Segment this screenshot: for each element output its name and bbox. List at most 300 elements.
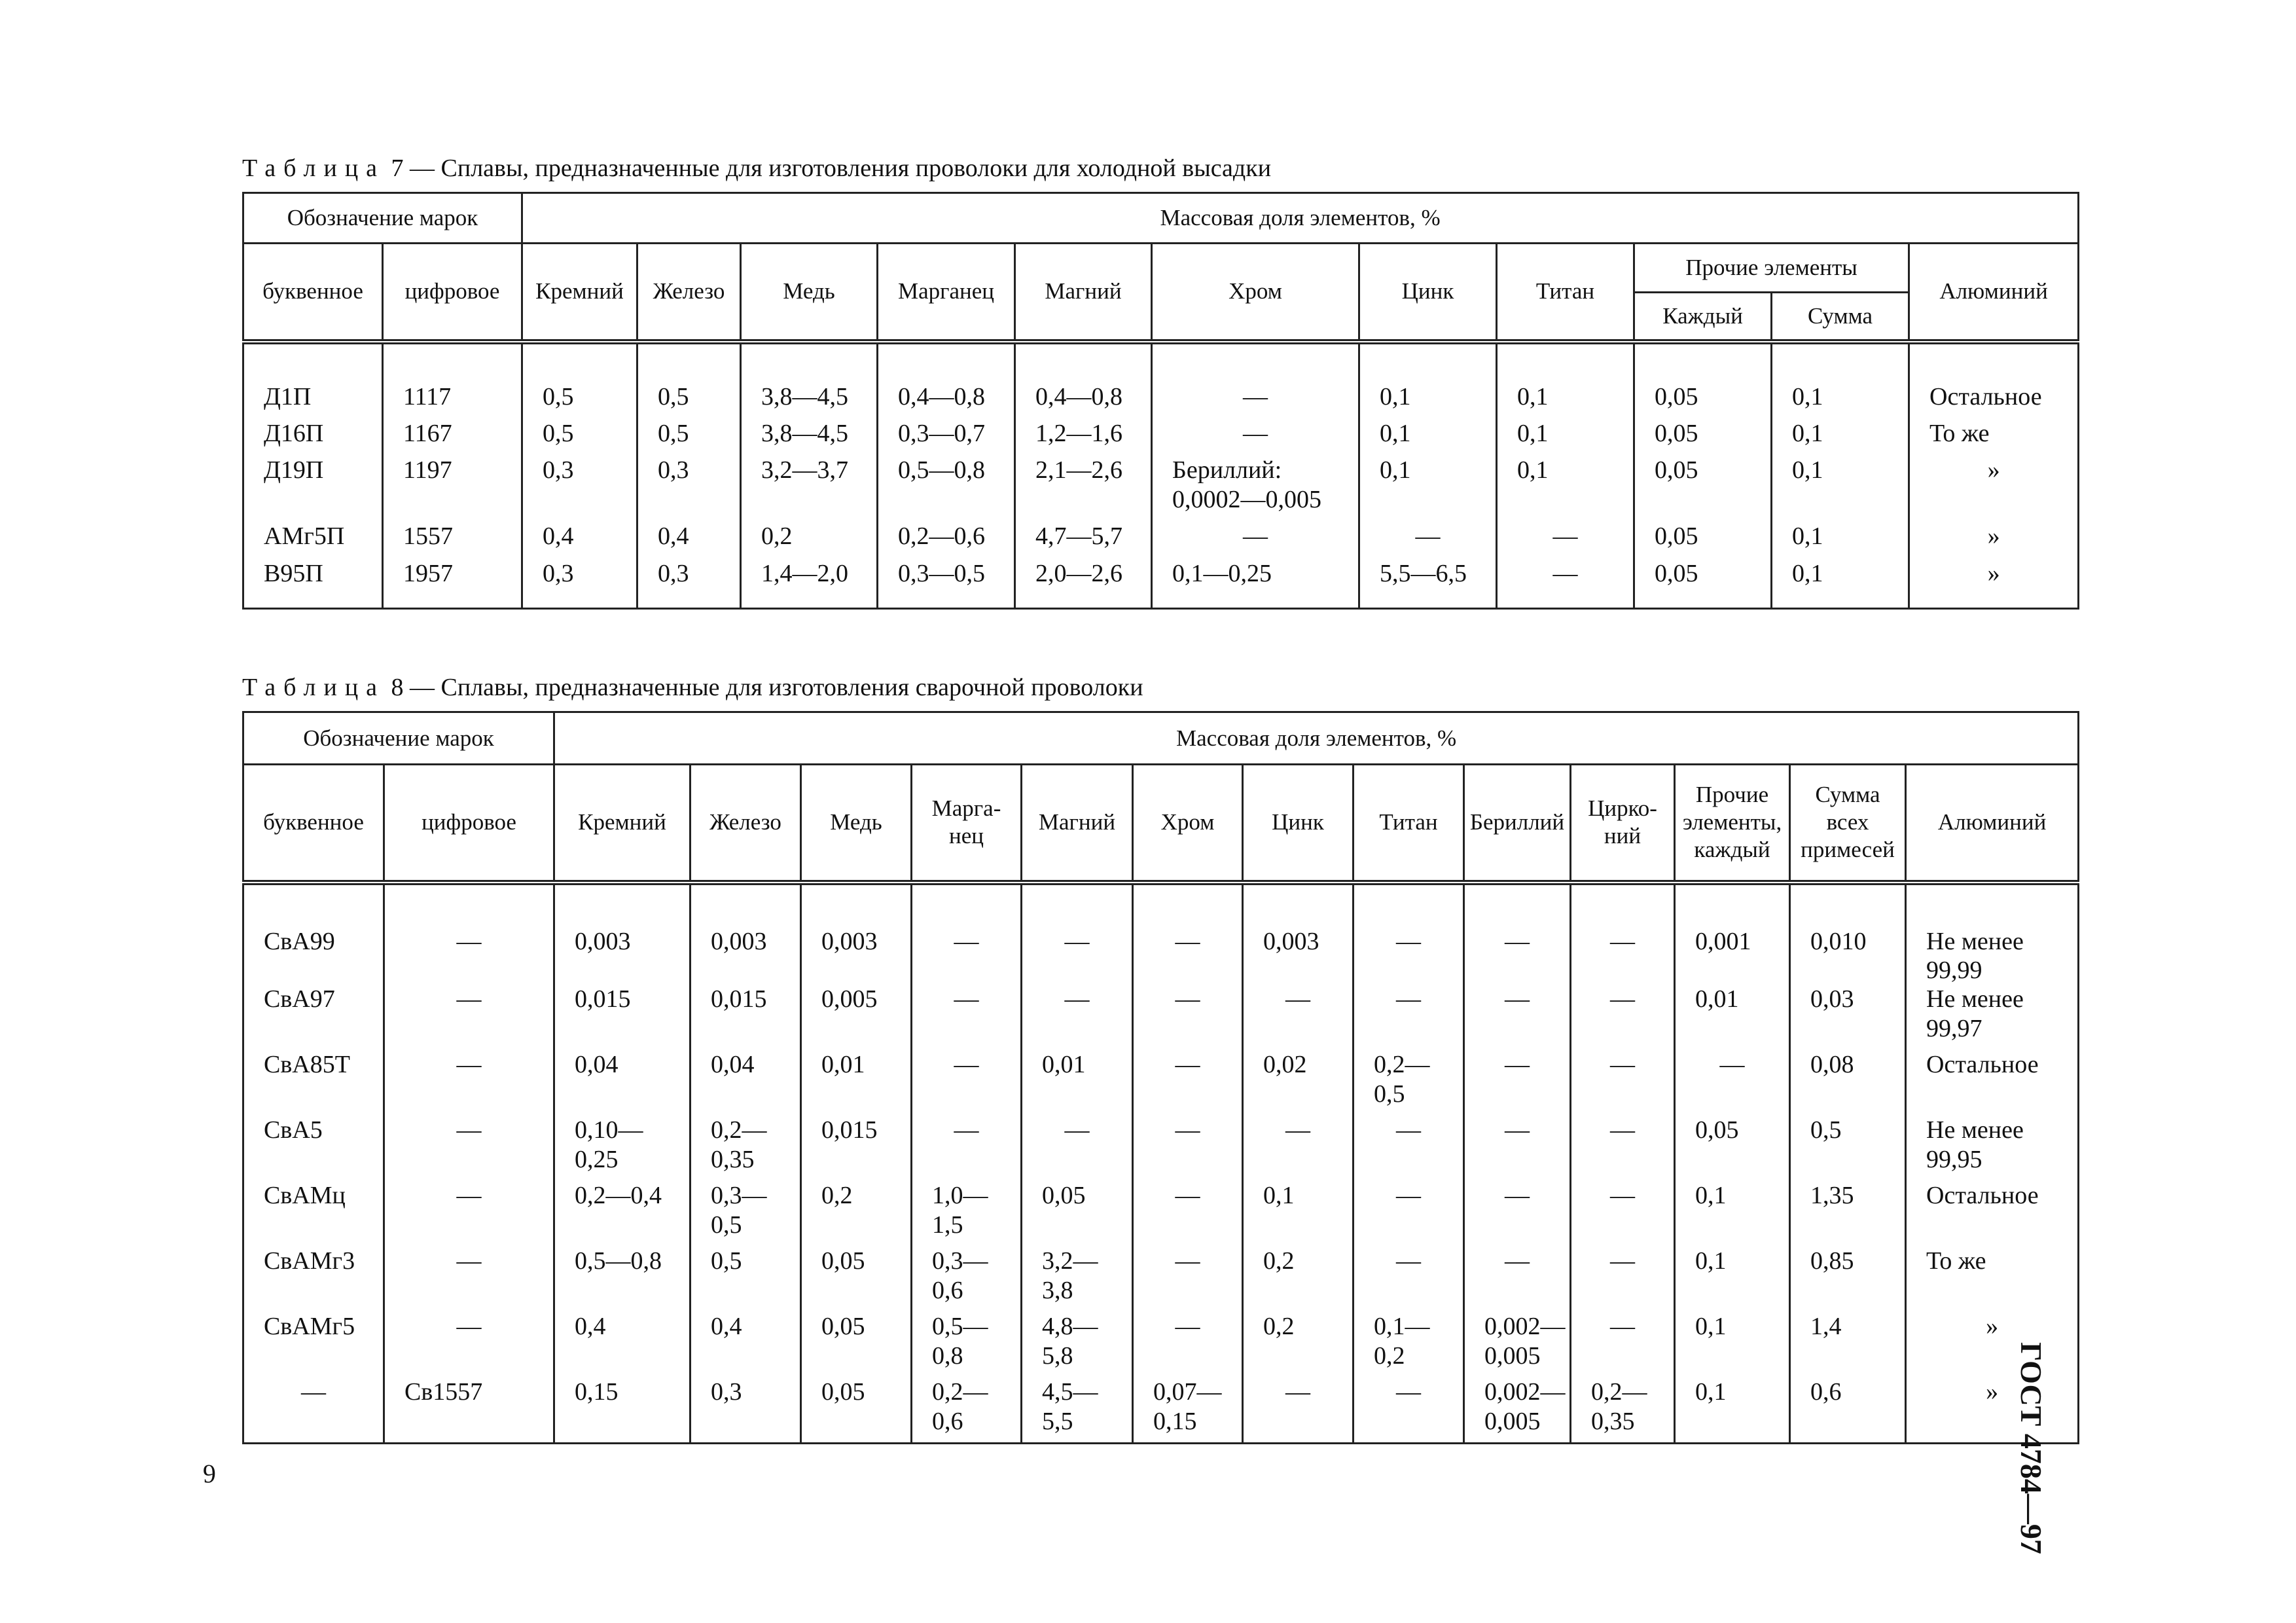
- cell-text: —: [1505, 1247, 1530, 1275]
- table-cell: [1243, 1050, 1354, 1116]
- cell-text: 0,1—0,25: [1172, 559, 1272, 587]
- table-cell: [1464, 1181, 1571, 1247]
- table-cell: [1359, 559, 1497, 609]
- table-cell: [1022, 985, 1133, 1050]
- cell-text: 0,5—0,8: [898, 456, 986, 484]
- table-cell: [243, 1312, 384, 1377]
- cell-text: —: [1243, 419, 1268, 447]
- table-cell: [637, 522, 741, 558]
- cell-text: —: [456, 927, 482, 955]
- cell-text: —: [456, 1247, 482, 1275]
- table-cell: [1354, 883, 1464, 985]
- table-cell: [1790, 1312, 1906, 1377]
- t8-header-letter: буквенное: [243, 765, 384, 883]
- table-cell: [554, 1312, 691, 1377]
- table8-caption-word: Таблица: [242, 674, 386, 701]
- table-cell: [1906, 1181, 2079, 1247]
- table-cell: [1354, 1181, 1464, 1247]
- table-cell: [1497, 419, 1634, 456]
- cell-text: 1117: [403, 382, 452, 410]
- cell-text: СвАМц: [264, 1182, 346, 1210]
- cell-text: 0,05: [821, 1247, 865, 1275]
- cell-text: Не менее 99,97: [1926, 985, 2024, 1042]
- table-cell: [1022, 1116, 1133, 1181]
- table-cell: [1571, 1116, 1675, 1181]
- t8-header-col: Хром: [1133, 765, 1243, 883]
- cell-text: 0,5: [543, 419, 574, 447]
- cell-text: —: [1610, 1247, 1636, 1275]
- table-cell: [384, 883, 554, 985]
- cell-text: 0,05: [821, 1378, 865, 1406]
- table-cell: [1571, 883, 1675, 985]
- cell-text: 1,2—1,6: [1035, 419, 1123, 447]
- table-row: [243, 456, 2079, 522]
- table-cell: [878, 342, 1015, 419]
- cell-text: 0,010: [1810, 927, 1867, 955]
- cell-text: 0,5—0,8: [575, 1247, 662, 1275]
- cell-text: —: [1719, 1051, 1745, 1079]
- cell-text: 0,3—0,7: [898, 419, 986, 447]
- table-cell: [384, 1116, 554, 1181]
- t7-header-col: Медь: [741, 244, 878, 342]
- table-cell: [243, 456, 383, 522]
- table-cell: [243, 1116, 384, 1181]
- table-cell: [1243, 1181, 1354, 1247]
- table-cell: [1015, 559, 1152, 609]
- table-cell: [801, 1116, 912, 1181]
- cell-text: 0,05: [1655, 456, 1698, 484]
- cell-text: Остальное: [1926, 1051, 2039, 1079]
- t8-header-col: Марга- нец: [912, 765, 1022, 883]
- cell-text: —: [1552, 522, 1578, 551]
- table-cell: [741, 522, 878, 558]
- cell-text: 1197: [403, 456, 452, 484]
- cell-text: 1557: [403, 522, 453, 551]
- cell-text: 0,05: [1655, 382, 1698, 410]
- table-cell: [1675, 1181, 1790, 1247]
- cell-text: —: [1243, 382, 1268, 410]
- cell-text: 0,3— 0,5: [711, 1182, 767, 1239]
- cell-text: Св1557: [404, 1378, 483, 1406]
- t8-header-col: Медь: [801, 765, 912, 883]
- cell-text: 0,1: [1792, 559, 1823, 587]
- cell-text: Д16П: [264, 419, 324, 447]
- table-cell: [1152, 559, 1359, 609]
- cell-text: —: [1505, 1116, 1530, 1144]
- table-cell: [912, 985, 1022, 1050]
- cell-text: 0,1: [1792, 382, 1823, 410]
- cell-text: —: [1396, 1182, 1422, 1210]
- cell-text: 0,4: [543, 522, 574, 551]
- t8-header-col: Алюминий: [1906, 765, 2079, 883]
- table-cell: [1133, 1312, 1243, 1377]
- cell-text: 3,2— 3,8: [1042, 1247, 1098, 1304]
- cell-text: 0,01: [1042, 1051, 1086, 1079]
- cell-text: 0,3: [658, 456, 689, 484]
- table-cell: [554, 1116, 691, 1181]
- cell-text: 0,1: [1263, 1182, 1295, 1210]
- table8-caption-text: 8 — Сплавы, предназначенные для изготовления сварочной проволоки: [391, 674, 1143, 701]
- table-cell: [912, 883, 1022, 985]
- cell-text: СвАМг5: [264, 1313, 355, 1341]
- cell-text: —: [1505, 1051, 1530, 1079]
- cell-text: 0,4: [575, 1313, 606, 1341]
- cell-text: 0,5— 0,8: [932, 1313, 988, 1370]
- cell-text: 0,6: [1810, 1378, 1842, 1406]
- table-cell: [1022, 1247, 1133, 1312]
- cell-text: —: [1175, 1247, 1200, 1275]
- cell-text: 0,01: [1695, 985, 1739, 1013]
- table-cell: [1354, 985, 1464, 1050]
- table7-caption-text: 7 — Сплавы, предназначенные для изготовления проволоки для холодной высадки: [391, 155, 1272, 182]
- cell-text: —: [1285, 985, 1311, 1013]
- table-cell: [1152, 456, 1359, 522]
- cell-text: 1,35: [1810, 1182, 1854, 1210]
- table-cell: [1675, 1050, 1790, 1116]
- table-cell: [243, 522, 383, 558]
- table-cell: [243, 985, 384, 1050]
- t8-header-col: Железо: [691, 765, 801, 883]
- table-cell: [1243, 1247, 1354, 1312]
- table-cell: [637, 456, 741, 522]
- table-cell: [1133, 985, 1243, 1050]
- table-cell: [243, 1050, 384, 1116]
- cell-text: 0,1: [1695, 1378, 1727, 1406]
- table-cell: [637, 419, 741, 456]
- table-cell: [1571, 1247, 1675, 1312]
- table-cell: [912, 1312, 1022, 1377]
- cell-text: 0,05: [1695, 1116, 1739, 1144]
- cell-text: 0,05: [1655, 559, 1698, 587]
- table7-caption-word: Таблица: [242, 155, 386, 182]
- table-cell: [1909, 559, 2079, 609]
- table-cell: [1634, 522, 1772, 558]
- table-cell: [1015, 342, 1152, 419]
- t7-header-each: Каждый: [1634, 293, 1772, 342]
- table-cell: [384, 1312, 554, 1377]
- table-cell: [1675, 1247, 1790, 1312]
- table-cell: [1464, 883, 1571, 985]
- cell-text: 5,5—6,5: [1380, 559, 1467, 587]
- t7-header-sum: Сумма: [1772, 293, 1909, 342]
- table-cell: [1906, 1050, 2079, 1116]
- table-cell: [1790, 985, 1906, 1050]
- cell-text: 0,05: [821, 1313, 865, 1341]
- cell-text: 0,1: [1380, 382, 1411, 410]
- cell-text: 4,7—5,7: [1035, 522, 1123, 551]
- table-cell: [1772, 559, 1909, 609]
- cell-text: 0,2—0,4: [575, 1182, 662, 1210]
- table-cell: [1015, 419, 1152, 456]
- cell-text: —: [1064, 1116, 1090, 1144]
- table-cell: [522, 559, 637, 609]
- table-cell: [1675, 985, 1790, 1050]
- t8-header-col: Сумма всех примесей: [1790, 765, 1906, 883]
- cell-text: —: [1396, 927, 1422, 955]
- cell-text: 0,2: [761, 522, 793, 551]
- t7-header-col: Цинк: [1359, 244, 1497, 342]
- cell-text: 0,1— 0,2: [1374, 1313, 1430, 1370]
- t7-header-letter: буквенное: [243, 244, 383, 342]
- cell-text: 0,03: [1810, 985, 1854, 1013]
- cell-text: 0,005: [821, 985, 878, 1013]
- t7-header-designation: Обозначение марок: [243, 193, 522, 244]
- cell-text: »: [1987, 456, 2000, 484]
- cell-text: 0,1: [1792, 456, 1823, 484]
- cell-text: 0,07— 0,15: [1153, 1378, 1222, 1435]
- cell-text: Д19П: [264, 456, 324, 484]
- table-cell: [1133, 1181, 1243, 1247]
- table-cell: [1015, 522, 1152, 558]
- table-cell: [1243, 985, 1354, 1050]
- cell-text: —: [1610, 985, 1636, 1013]
- t8-header-col: Магний: [1022, 765, 1133, 883]
- cell-text: 0,1: [1380, 456, 1411, 484]
- table-cell: [691, 1181, 801, 1247]
- cell-text: 0,1: [1517, 419, 1549, 447]
- cell-text: То же: [1926, 1247, 1986, 1275]
- table-cell: [801, 1181, 912, 1247]
- cell-text: —: [1243, 522, 1268, 551]
- table-cell: [912, 1116, 1022, 1181]
- table-cell: [554, 1181, 691, 1247]
- cell-text: 0,85: [1810, 1247, 1854, 1275]
- cell-text: 2,1—2,6: [1035, 456, 1123, 484]
- table-cell: [243, 1377, 384, 1443]
- cell-text: 0,002— 0,005: [1484, 1378, 1566, 1435]
- table-cell: [912, 1247, 1022, 1312]
- cell-text: —: [456, 1116, 482, 1144]
- table-cell: [1464, 1050, 1571, 1116]
- table-cell: [1909, 522, 2079, 558]
- table-cell: [801, 1377, 912, 1443]
- cell-text: —: [954, 927, 979, 955]
- table-cell: [383, 522, 522, 558]
- cell-text: 0,1: [1792, 419, 1823, 447]
- cell-text: 0,2: [1263, 1247, 1295, 1275]
- cell-text: 0,3— 0,6: [932, 1247, 988, 1304]
- cell-text: 0,01: [821, 1051, 865, 1079]
- cell-text: 0,04: [711, 1051, 755, 1079]
- table-cell: [878, 522, 1015, 558]
- cell-text: 0,5: [543, 382, 574, 410]
- table-cell: [801, 1247, 912, 1312]
- cell-text: 0,003: [711, 927, 767, 955]
- table-row: [243, 522, 2079, 558]
- table-cell: [1571, 1312, 1675, 1377]
- table-row: [243, 883, 2079, 985]
- cell-text: 0,2—0,6: [898, 522, 986, 551]
- table-row: [243, 1050, 2079, 1116]
- table-cell: [1354, 1312, 1464, 1377]
- table-cell: [912, 1050, 1022, 1116]
- cell-text: 1,4: [1810, 1313, 1842, 1341]
- table-row: [243, 1312, 2079, 1377]
- cell-text: СвА97: [264, 985, 335, 1013]
- table-cell: [1675, 1116, 1790, 1181]
- table-cell: [554, 1377, 691, 1443]
- cell-text: 0,1: [1695, 1247, 1727, 1275]
- cell-text: Не менее 99,95: [1926, 1116, 2024, 1173]
- table-cell: [383, 559, 522, 609]
- table-cell: [1675, 1312, 1790, 1377]
- cell-text: 0,3: [658, 559, 689, 587]
- table-cell: [383, 419, 522, 456]
- table-cell: [1022, 883, 1133, 985]
- cell-text: 0,1: [1517, 456, 1549, 484]
- table-row: [243, 1181, 2079, 1247]
- t7-header-col: Хром: [1152, 244, 1359, 342]
- table-cell: [1152, 419, 1359, 456]
- table-cell: [1772, 419, 1909, 456]
- cell-text: 4,8— 5,8: [1042, 1313, 1098, 1370]
- table-cell: [554, 985, 691, 1050]
- table-cell: [741, 559, 878, 609]
- table-cell: [384, 1377, 554, 1443]
- table-cell: [1906, 1312, 2079, 1377]
- cell-text: 0,08: [1810, 1051, 1854, 1079]
- cell-text: Д1П: [264, 382, 312, 410]
- cell-text: —: [1064, 927, 1090, 955]
- table-cell: [1497, 456, 1634, 522]
- table-cell: [912, 1377, 1022, 1443]
- table-cell: [243, 559, 383, 609]
- table8-caption: [242, 673, 1143, 702]
- table-cell: [1243, 1312, 1354, 1377]
- table-cell: [1790, 1050, 1906, 1116]
- cell-text: 1,4—2,0: [761, 559, 849, 587]
- t8-header-col: Титан: [1354, 765, 1464, 883]
- table-cell: [1359, 419, 1497, 456]
- t8-header-col: Кремний: [554, 765, 691, 883]
- table-cell: [243, 1247, 384, 1312]
- table-row: [243, 419, 2079, 456]
- table-cell: [1571, 1377, 1675, 1443]
- cell-text: —: [1415, 522, 1441, 551]
- t8-header-col: Цирко- ний: [1571, 765, 1675, 883]
- cell-text: 0,02: [1263, 1051, 1307, 1079]
- cell-text: —: [1610, 1051, 1636, 1079]
- table-cell: [741, 456, 878, 522]
- cell-text: Остальное: [1929, 382, 2042, 410]
- table-cell: [383, 342, 522, 419]
- table-cell: [801, 985, 912, 1050]
- table7: [242, 192, 2079, 610]
- table-cell: [243, 1181, 384, 1247]
- cell-text: Не менее 99,99: [1926, 927, 2024, 984]
- cell-text: 4,5— 5,5: [1042, 1378, 1098, 1435]
- table-cell: [801, 883, 912, 985]
- table-row: [243, 559, 2079, 609]
- cell-text: —: [456, 1313, 482, 1341]
- table-cell: [384, 985, 554, 1050]
- table-cell: [1906, 985, 2079, 1050]
- cell-text: 1957: [403, 559, 453, 587]
- table-cell: [1790, 883, 1906, 985]
- table-cell: [878, 419, 1015, 456]
- table-cell: [691, 1050, 801, 1116]
- cell-text: 1167: [403, 419, 452, 447]
- cell-text: 0,5: [658, 382, 689, 410]
- cell-text: —: [1175, 927, 1200, 955]
- cell-text: 0,4: [658, 522, 689, 551]
- table-cell: [1772, 342, 1909, 419]
- cell-text: То же: [1929, 419, 1990, 447]
- table-cell: [1243, 883, 1354, 985]
- cell-text: 0,015: [821, 1116, 878, 1144]
- t7-header-digital: цифровое: [383, 244, 522, 342]
- table-cell: [801, 1050, 912, 1116]
- cell-text: —: [1396, 985, 1422, 1013]
- table-cell: [522, 522, 637, 558]
- table8: [242, 711, 2079, 1444]
- cell-text: СвА99: [264, 927, 335, 955]
- cell-text: —: [1175, 1182, 1200, 1210]
- page-number: 6: [203, 1459, 216, 1489]
- cell-text: 0,05: [1042, 1182, 1086, 1210]
- cell-text: 0,5: [711, 1247, 742, 1275]
- table-cell: [1909, 419, 2079, 456]
- cell-text: 0,1: [1695, 1313, 1727, 1341]
- cell-text: 0,04: [575, 1051, 619, 1079]
- cell-text: —: [1175, 985, 1200, 1013]
- table-cell: [1022, 1377, 1133, 1443]
- cell-text: 0,5: [658, 419, 689, 447]
- cell-text: 0,1: [1695, 1182, 1727, 1210]
- cell-text: —: [954, 1051, 979, 1079]
- cell-text: —: [954, 1116, 979, 1144]
- cell-text: —: [1175, 1313, 1200, 1341]
- table-cell: [878, 559, 1015, 609]
- table-cell: [1634, 559, 1772, 609]
- cell-text: 0,4—0,8: [1035, 382, 1123, 410]
- cell-text: —: [456, 1051, 482, 1079]
- cell-text: 0,2: [1263, 1313, 1295, 1341]
- table-cell: [1906, 1116, 2079, 1181]
- cell-text: 0,003: [575, 927, 631, 955]
- cell-text: —: [456, 985, 482, 1013]
- cell-text: 0,5: [1810, 1116, 1842, 1144]
- t7-header-col: Железо: [637, 244, 741, 342]
- table-row: [243, 342, 2079, 419]
- table-cell: [1571, 1181, 1675, 1247]
- cell-text: 0,003: [821, 927, 878, 955]
- table-cell: [1133, 883, 1243, 985]
- table-cell: [1022, 1312, 1133, 1377]
- cell-text: В95П: [264, 559, 323, 587]
- table-cell: [691, 1247, 801, 1312]
- cell-text: 0,3—0,5: [898, 559, 986, 587]
- cell-text: —: [1505, 985, 1530, 1013]
- table-cell: [243, 419, 383, 456]
- cell-text: 0,2— 0,35: [711, 1116, 767, 1173]
- table-cell: [1790, 1116, 1906, 1181]
- cell-text: 0,1: [1792, 522, 1823, 551]
- table-row: [243, 1377, 2079, 1443]
- table-cell: [1634, 342, 1772, 419]
- table-cell: [384, 1247, 554, 1312]
- cell-text: АМг5П: [264, 522, 345, 551]
- table-cell: [691, 1116, 801, 1181]
- cell-text: 0,3: [543, 559, 574, 587]
- cell-text: 0,2: [821, 1182, 853, 1210]
- table-cell: [1464, 1312, 1571, 1377]
- table7-caption: [242, 154, 1271, 183]
- table-cell: [1497, 559, 1634, 609]
- table-cell: [1675, 1377, 1790, 1443]
- cell-text: »: [1987, 522, 2000, 551]
- cell-text: —: [456, 1182, 482, 1210]
